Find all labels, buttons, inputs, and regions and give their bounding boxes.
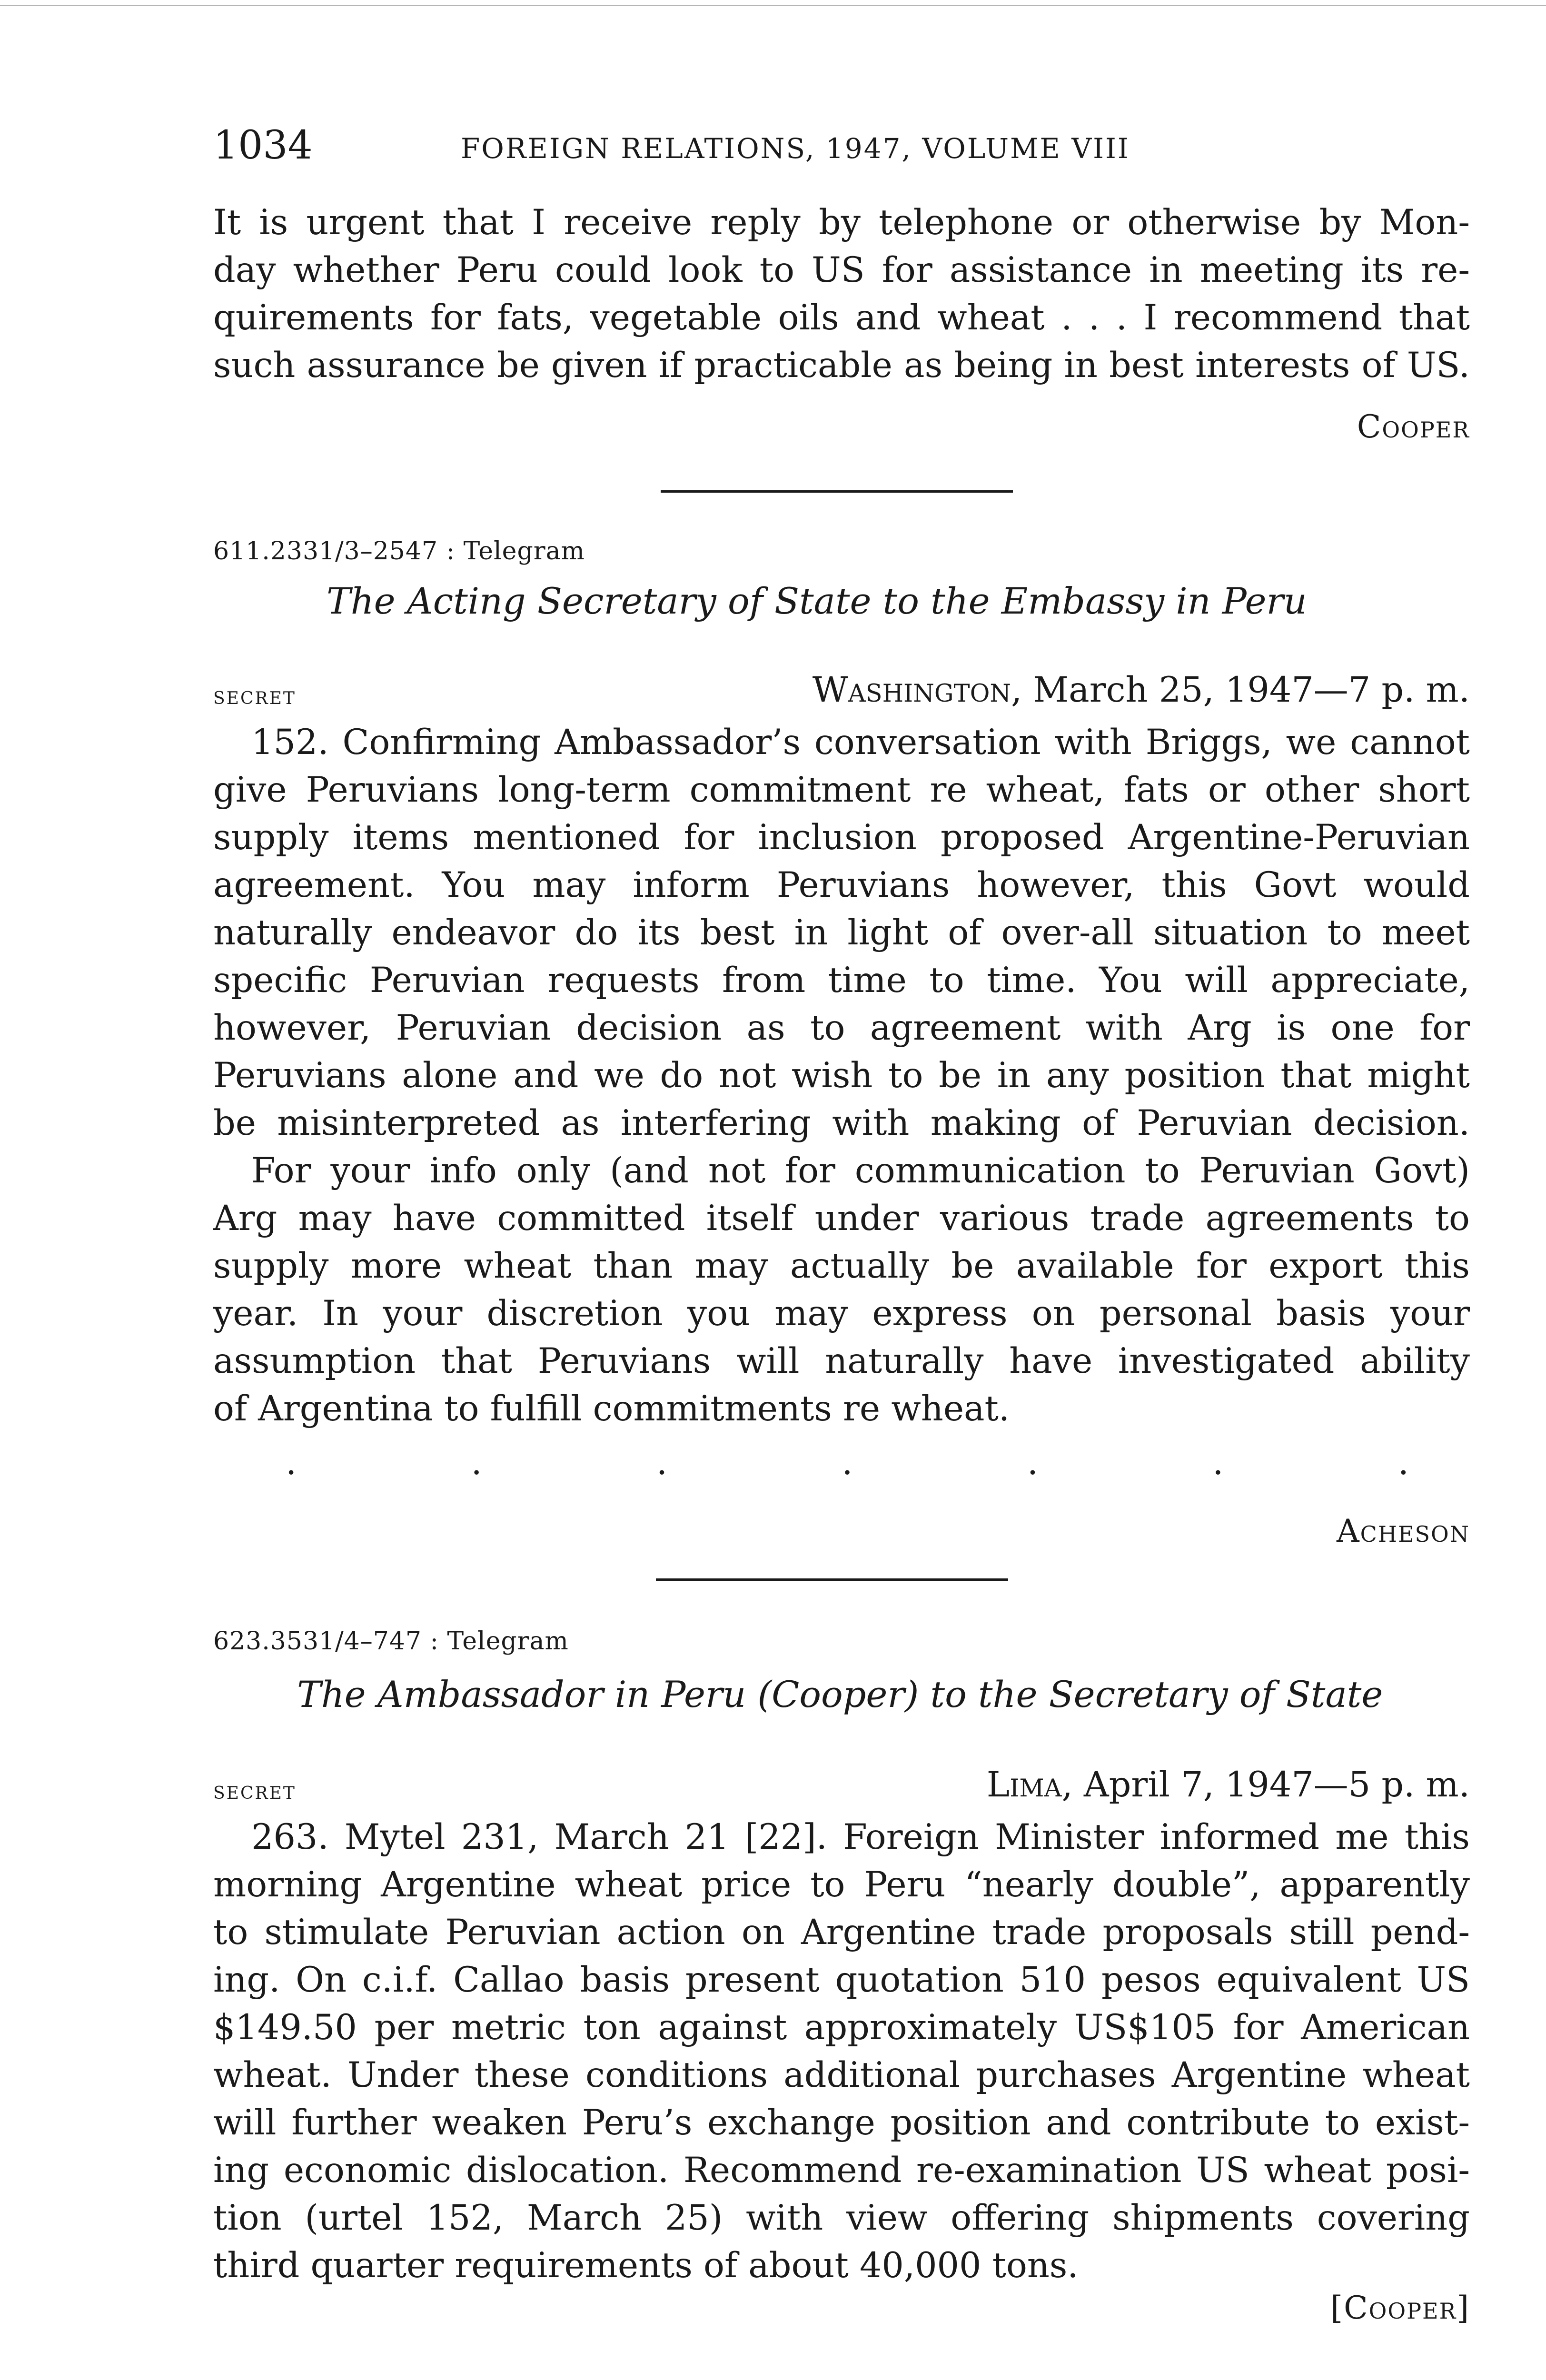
text-line: Arg may have committed itself under various trade agreements to bbox=[213, 1198, 1470, 1239]
text-line: tion (urtel 152, March 25) with view offering shipments covering bbox=[213, 2198, 1470, 2238]
text-line: of Argentina to fulfill commitments re wheat. bbox=[213, 1388, 1010, 1429]
text-line: 263. Mytel 231, March 21 [22]. Foreign Minister informed me this bbox=[251, 1817, 1470, 1857]
section-divider bbox=[656, 1578, 1008, 1581]
text-line: however, Peruvian decision as to agreement with Arg is one for bbox=[213, 1008, 1470, 1048]
text-line: 152. Confirming Ambassador’s conversation with Briggs, we cannot bbox=[251, 722, 1470, 763]
ellipsis-dot: . bbox=[656, 1442, 668, 1483]
dateline bbox=[213, 666, 1470, 714]
text-line: be misinterpreted as interfering with making of Peruvian decision. bbox=[213, 1103, 1470, 1143]
ellipsis-dot: . bbox=[471, 1442, 482, 1483]
omission-ellipsis bbox=[286, 1442, 1409, 1483]
text-line: agreement. You may inform Peruvians however, this Govt would bbox=[213, 865, 1470, 905]
place-date bbox=[987, 1761, 1470, 1809]
top-border-line bbox=[0, 5, 1546, 6]
text-line: It is urgent that I receive reply by telephone or otherwise by Mon- bbox=[213, 202, 1470, 243]
text-line: to stimulate Peruvian action on Argentine trade proposals still pend- bbox=[213, 1912, 1470, 1953]
text-line: naturally endeavor do its best in light of over-all situation to meet bbox=[213, 912, 1470, 953]
text-line: such assurance be given if practicable as being in best interests of US. bbox=[213, 345, 1470, 386]
file-number: 611.2331/3–2547 : Telegram bbox=[213, 537, 585, 565]
text-line: ing economic dislocation. Recommend re-examination US wheat posi- bbox=[213, 2150, 1470, 2191]
text-line: quirements for fats, vegetable oils and wheat . . . I recommend that bbox=[213, 298, 1470, 338]
text-line: ing. On c.i.f. Callao basis present quotation 510 pesos equivalent US bbox=[213, 1960, 1470, 2000]
ellipsis-dot: . bbox=[1212, 1442, 1224, 1483]
place-name: Washington bbox=[812, 670, 1011, 710]
opening-paragraph bbox=[213, 199, 1470, 389]
text-line: morning Argentine wheat price to Peru “nearly double”, apparently bbox=[213, 1864, 1470, 1905]
page-header bbox=[213, 122, 1470, 169]
running-head: FOREIGN RELATIONS, 1947, VOLUME VIII bbox=[461, 132, 1130, 165]
classification-label: secret bbox=[213, 1776, 296, 1805]
text-line: day whether Peru could look to US for assistance in meeting its re- bbox=[213, 250, 1470, 290]
title-text: The Ambassador in Peru ( bbox=[297, 1673, 772, 1716]
telegram-body-152 bbox=[213, 719, 1470, 1433]
ellipsis-dot: . bbox=[842, 1442, 853, 1483]
text-line: assumption that Peruvians will naturally have investigated ability bbox=[213, 1341, 1470, 1381]
text-line: year. In your discretion you may express on personal basis your bbox=[213, 1293, 1470, 1334]
text-line: $149.50 per metric ton against approximately US$105 for American bbox=[213, 2007, 1470, 2048]
classification-label: secret bbox=[213, 682, 296, 710]
text-line: Peruvians alone and we do not wish to be in any position that might bbox=[213, 1055, 1470, 1096]
place-date bbox=[813, 666, 1470, 714]
date-text: , March 25, 1947—7 p. m. bbox=[1011, 670, 1470, 710]
date-text: , April 7, 1947—5 p. m. bbox=[1061, 1765, 1470, 1805]
file-number: 623.3531/4–747 : Telegram bbox=[213, 1627, 569, 1656]
text-line: give Peruvians long-term commitment re wheat, fats or other short bbox=[213, 770, 1470, 810]
telegram-body-263 bbox=[213, 1814, 1470, 2290]
dateline bbox=[213, 1761, 1470, 1809]
text-line: specific Peruvian requests from time to time. You will appreciate, bbox=[213, 960, 1470, 1001]
title-name: Cooper bbox=[772, 1673, 905, 1716]
text-line: third quarter requirements of about 40,000 tons. bbox=[213, 2245, 1079, 2286]
text-line: wheat. Under these conditions additional purchases Argentine wheat bbox=[213, 2055, 1470, 2095]
ellipsis-dot: . bbox=[1027, 1442, 1039, 1483]
text-line: For your info only (and not for communication to Peruvian Govt) bbox=[251, 1150, 1470, 1191]
signature-cooper-bracketed: [Cooper] bbox=[1330, 2290, 1470, 2326]
place-name: Lima bbox=[986, 1765, 1062, 1805]
text-line: supply items mentioned for inclusion proposed Argentine-Peruvian bbox=[213, 817, 1470, 858]
document-title bbox=[297, 1673, 1383, 1716]
text-line: supply more wheat than may actually be available for export this bbox=[213, 1246, 1470, 1286]
ellipsis-dot: . bbox=[286, 1442, 297, 1483]
page-number: 1034 bbox=[213, 123, 313, 168]
signature-cooper: Cooper bbox=[1357, 408, 1470, 445]
text-line: will further weaken Peru’s exchange position and contribute to exist- bbox=[213, 2102, 1470, 2143]
document-title: The Acting Secretary of State to the Embassy in Peru bbox=[327, 580, 1307, 622]
section-divider bbox=[661, 490, 1013, 493]
signature-acheson: Acheson bbox=[1336, 1513, 1470, 1549]
ellipsis-dot: . bbox=[1397, 1442, 1409, 1483]
title-text: ) to the Secretary of State bbox=[904, 1673, 1383, 1716]
